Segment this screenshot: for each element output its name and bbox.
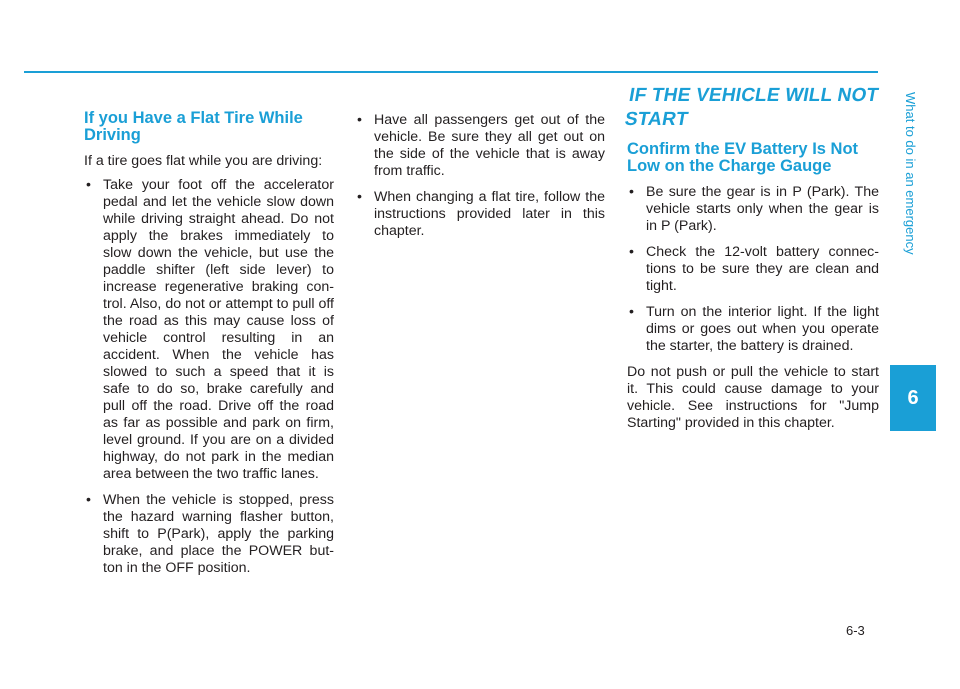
- top-rule: [24, 71, 878, 73]
- list-item: • Be sure the gear is in P (Park). The vehicle starts only when the gear is in P (Park).: [629, 184, 879, 234]
- section-title-line1: IF THE VEHICLE WILL NOT: [627, 85, 881, 106]
- bullet-icon: •: [86, 492, 91, 508]
- flat-tire-intro: If a tire goes flat while you are driving:: [84, 153, 323, 169]
- column-right: [623, 84, 881, 439]
- column-left: [84, 110, 334, 586]
- bullet-icon: •: [357, 189, 362, 205]
- page-number: 6-3: [846, 623, 865, 638]
- bullet-icon: •: [357, 112, 362, 128]
- flat-tire-list-a: [84, 177, 334, 577]
- chapter-number: 6: [907, 386, 919, 409]
- list-item: • Turn on the interior light. If the light dims or goes out when you operate the starter, the battery is drained.: [629, 304, 879, 354]
- bullet-icon: •: [629, 304, 634, 320]
- battery-heading: Confirm the EV Battery Is Not Low on the Charge Gauge: [627, 140, 859, 175]
- list-item: • Have all passengers get out of the vehicle. Be sure they all get out on the side of the vehicle that is away from traffic.: [357, 112, 605, 179]
- bullet-icon: •: [629, 184, 634, 200]
- battery-list: [627, 184, 879, 355]
- section-title-line2: START: [623, 109, 690, 130]
- column-middle: [355, 112, 605, 249]
- battery-note: Do not push or pull the vehicle to start it. This could cause damage to your vehicle. See instructions for "Jump Starting" provided in this chapter.: [627, 364, 879, 431]
- chapter-title: What to do in an emergency: [903, 92, 918, 255]
- list-item: • Take your foot off the accelerator pedal and let the vehicle slow down while driving straight ahead. Do not apply the brakes immediately to slow down the vehicle, but use the paddle shifter (left side lever) to increase regenerative braking con-trol. Also, do not or attempt to pull off the road as this may cause loss of vehicle control resulting in an accident. When the vehicle has slowed to such a speed that it is safe to do so, brake carefully and pull off the road. Drive off the road as far as possible and park on firm, level ground. If you are on a divided highway, do not park in the median area between the two traffic lanes.: [86, 177, 334, 482]
- section-title: [623, 84, 883, 132]
- list-item: • When the vehicle is stopped, press the hazard warning flasher button, shift to P(Park), apply the parking brake, and place the POWER but-ton in the OFF position.: [86, 492, 334, 576]
- list-item: • Check the 12-volt battery connec-tions to be sure they are clean and tight.: [629, 244, 879, 294]
- list-item: • When changing a flat tire, follow the instructions provided later in this chapter.: [357, 189, 605, 239]
- bullet-icon: •: [629, 244, 634, 260]
- flat-tire-heading: If you Have a Flat Tire While Driving: [84, 109, 303, 144]
- flat-tire-list-b: [355, 112, 605, 240]
- chapter-tab: [890, 365, 936, 431]
- bullet-icon: •: [86, 177, 91, 193]
